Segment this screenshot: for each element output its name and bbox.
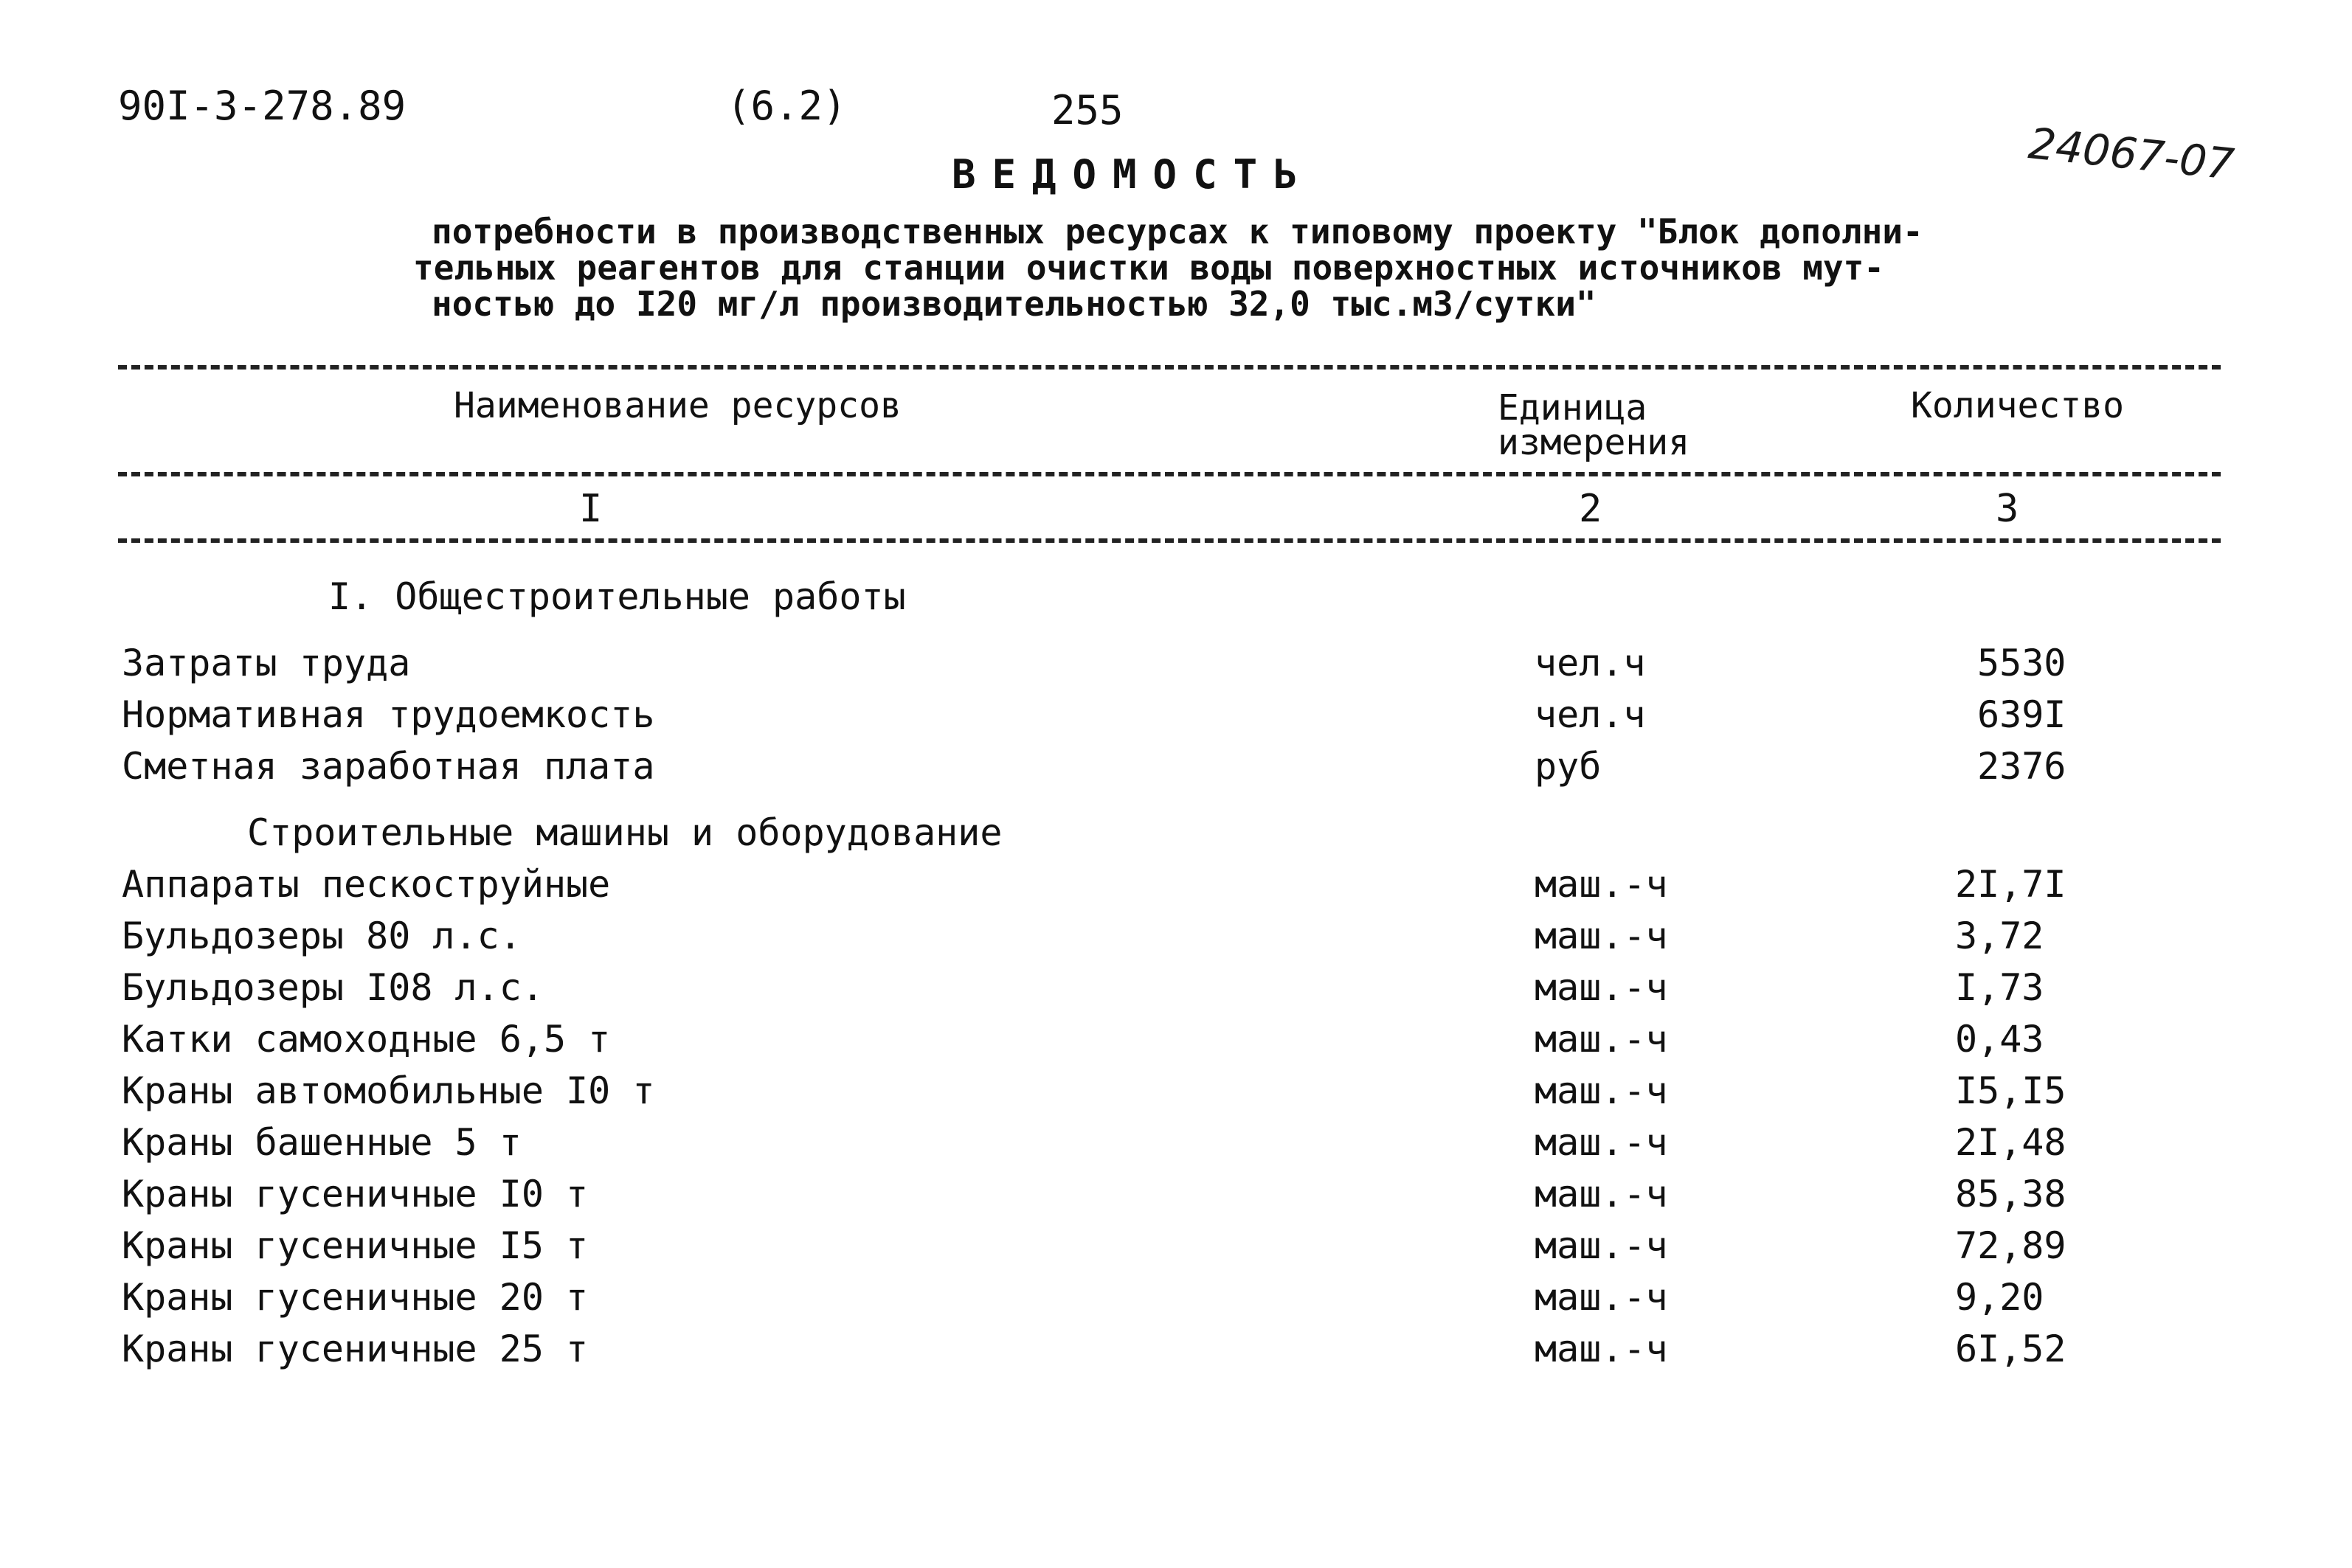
document-title: ВЕДОМОСТЬ [952,151,1314,198]
row-unit: маш.-ч [1535,915,1668,957]
row-name: Бульдозеры 80 л.с. [122,915,522,957]
row-name: Нормативная трудоемкость [122,693,655,736]
row-name: Краны гусеничные I0 т [122,1173,589,1215]
row-name: Краны гусеничные 25 т [122,1328,589,1370]
row-name: Бульдозеры I08 л.с. [122,966,544,1009]
row-name: Краны автомобильные I0 т [122,1069,655,1112]
table-top-rule [118,365,2221,370]
section-code: (6.2) [727,83,847,129]
row-unit: руб [1535,745,1602,788]
row-unit: чел.ч [1535,642,1646,684]
row-quantity: 5530 [1977,642,2066,684]
header-quantity: Количество [1911,385,2124,426]
row-unit: маш.-ч [1535,1224,1668,1267]
row-unit: чел.ч [1535,693,1646,736]
row-quantity: 0,43 [1955,1018,2044,1061]
row-quantity: I,73 [1955,966,2044,1009]
intro-line-2: тельных реагентов для станции очистки воды поверхностных источников мут- [413,248,1884,288]
row-name: Катки самоходные 6,5 т [122,1018,611,1061]
row-quantity: 3,72 [1955,915,2044,957]
row-quantity: I5,I5 [1955,1069,2066,1112]
column-number-1: I [579,487,603,531]
row-name: Затраты труда [122,642,411,684]
row-unit: маш.-ч [1535,863,1668,906]
page-number: 255 [1051,87,1124,133]
row-name: Краны гусеничные 20 т [122,1276,589,1319]
row-unit: маш.-ч [1535,1173,1668,1215]
row-quantity: 2I,7I [1955,863,2066,906]
row-name: Краны башенные 5 т [122,1121,522,1164]
row-name: Сметная заработная плата [122,745,655,788]
header-unit-line-2: измерения [1498,422,1690,463]
header-unit-line-1: Единица [1498,387,1647,429]
section-title: I. Общестроительные работы [328,575,906,618]
row-quantity: 9,20 [1955,1276,2044,1319]
row-name: Краны гусеничные I5 т [122,1224,589,1267]
column-numbers-rule [118,538,2221,543]
header-resource-name: Наименование ресурсов [454,385,902,426]
row-name: Аппараты пескоструйные [122,863,611,906]
row-quantity: 85,38 [1955,1173,2066,1215]
row-quantity: 2I,48 [1955,1121,2066,1164]
row-unit: маш.-ч [1535,1121,1668,1164]
row-quantity: 2376 [1977,745,2066,788]
handwritten-archive-number: 24067-07 [2026,118,2237,190]
row-unit: маш.-ч [1535,1328,1668,1370]
column-number-2: 2 [1579,487,1602,531]
column-number-3: 3 [1996,487,2019,531]
row-quantity: 72,89 [1955,1224,2066,1267]
row-unit: маш.-ч [1535,1018,1668,1061]
intro-line-1: потребности в производственных ресурсах к типовому проекту "Блок дополни- [432,212,1923,251]
row-unit: маш.-ч [1535,1276,1668,1319]
row-quantity: 639I [1977,693,2066,736]
intro-line-3: ностью до I20 мг/л производительностью 32,0 тыс.м3/сутки" [432,284,1597,324]
row-quantity: 6I,52 [1955,1328,2066,1370]
subsection-title: Строительные машины и оборудование [247,811,1003,854]
row-unit: маш.-ч [1535,966,1668,1009]
row-unit: маш.-ч [1535,1069,1668,1112]
document-code: 90I-3-278.89 [118,83,407,129]
header-bottom-rule [118,472,2221,476]
